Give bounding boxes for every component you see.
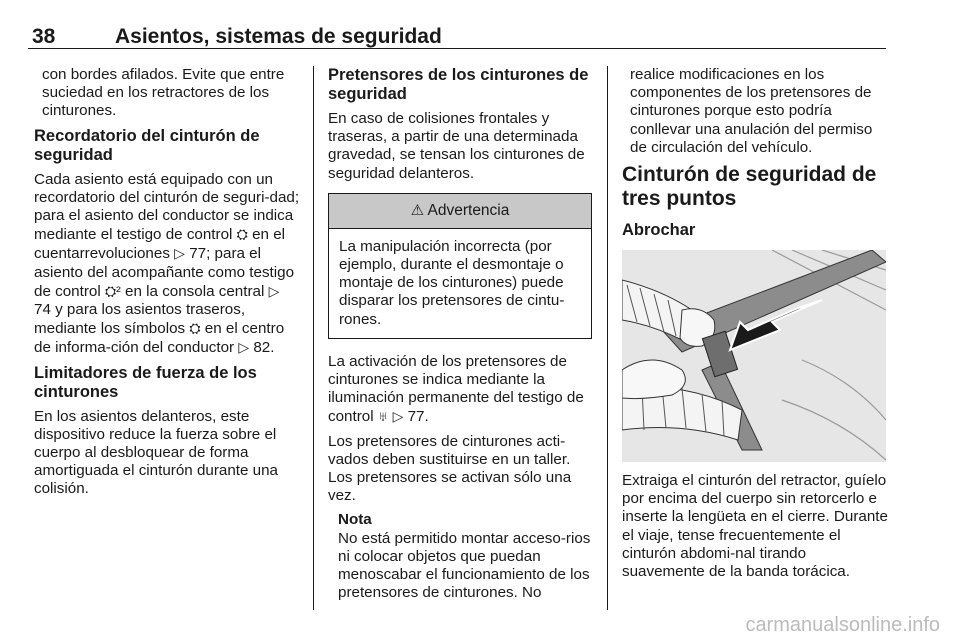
column-middle bbox=[328, 66, 592, 602]
heading-seatbelt-reminder: Recordatorio del cinturón de seguridad bbox=[34, 126, 260, 164]
note-title: Nota bbox=[338, 511, 372, 529]
note-continuation: realice modificaciones en los componentes de los pretensores de cinturones porque esto podría conllevar una anulación del permiso de circulación del vehículo. bbox=[630, 66, 873, 156]
seatbelt-drawing bbox=[622, 250, 886, 462]
reference-arrow-icon: ▷ bbox=[268, 282, 280, 299]
limiters-paragraph: En los asientos delanteros, este dispositivo reduce la fuerza sobre el cuerpo al desbloquear de forma amortiguada el cinturón durante una colisión. bbox=[34, 407, 279, 498]
note-text: No está permitido montar acceso-rios ni colocar objetos que puedan menoscabar el funcionamiento de los pretensores de cinturones. No bbox=[338, 529, 591, 602]
heading-three-point-belt: Cinturón de seguridad de tres puntos bbox=[622, 163, 877, 211]
column-left bbox=[34, 66, 300, 505]
column-divider bbox=[607, 66, 608, 610]
pretensioners-paragraph: En caso de colisiones frontales y traseras, a partir de una determinada gravedad, se tensan los cinturones de seguridad delanteros. bbox=[328, 110, 585, 182]
column-right bbox=[622, 66, 890, 587]
warning-body bbox=[329, 229, 591, 338]
warning-box bbox=[328, 193, 592, 339]
watermark: carmanualsonline.info bbox=[745, 614, 940, 636]
reminder-paragraph: Cada asiento está equipado con un recordatorio del cinturón de seguri-dad; para el asiento del conductor se indica mediante el testigo de control ⛭ en el cuentarrevoluciones ▷ 77; para el asiento del acompañante como testigo de control ⛭² en la consola central ▷ 74 y para los asientos traseros, mediante los símbolos ⛭ en el centro de informa-ción del conductor ▷ 82. bbox=[34, 170, 300, 357]
seatbelt-icon: ⛭ bbox=[236, 226, 248, 243]
heading-pretensioners: Pretensores de los cinturones de seguridad bbox=[328, 66, 589, 103]
heading-force-limiters: Limitadores de fuerza de los cinturones bbox=[34, 363, 257, 401]
note-box bbox=[328, 511, 592, 602]
replacement-paragraph: Los pretensores de cinturones acti-vados deben sustituirse en un taller. Los pretensores se activan sólo una vez. bbox=[328, 432, 572, 505]
seatbelt-icon: ⛭ bbox=[189, 320, 201, 337]
warning-triangle-icon: ⚠ bbox=[410, 201, 425, 219]
pretensioner-icon: ♅ bbox=[377, 408, 389, 425]
seatbelt-illustration bbox=[622, 250, 886, 462]
page-number: 38 bbox=[32, 25, 56, 48]
intro-paragraph: con bordes afilados. Evite que entre suciedad en los retractores de los cinturones. bbox=[42, 66, 285, 120]
column-divider bbox=[313, 66, 314, 610]
activation-paragraph: La activación de los pretensores de cinturones se indica mediante la iluminación permanente del testigo de control ♅ ▷ 77. bbox=[328, 352, 584, 426]
page-header bbox=[28, 26, 886, 49]
reference-arrow-icon: ▷ bbox=[174, 245, 185, 262]
chapter-title: Asientos, sistemas de seguridad bbox=[115, 25, 442, 48]
reference-arrow-icon: ▷ bbox=[238, 339, 250, 356]
warning-header bbox=[329, 194, 591, 229]
seatbelt-passenger-icon: ⛭² bbox=[104, 282, 121, 299]
fasten-paragraph: Extraiga el cinturón del retractor, guíelo por encima del cuerpo sin retorcerlo e inserte la lengüeta en el cierre. Durante el viaje, tense frecuentemente el cinturón abdomi-nal tirando suavemente de la banda torácica. bbox=[622, 472, 888, 581]
reference-arrow-icon: ▷ bbox=[392, 408, 404, 425]
heading-fasten: Abrochar bbox=[622, 221, 696, 240]
warning-title: Advertencia bbox=[427, 201, 510, 219]
warning-text: La manipulación incorrecta (por ejemplo, durante el desmontaje o montaje de los cinturones) puede disparar los pretensores de cintu-rones. bbox=[339, 237, 565, 328]
